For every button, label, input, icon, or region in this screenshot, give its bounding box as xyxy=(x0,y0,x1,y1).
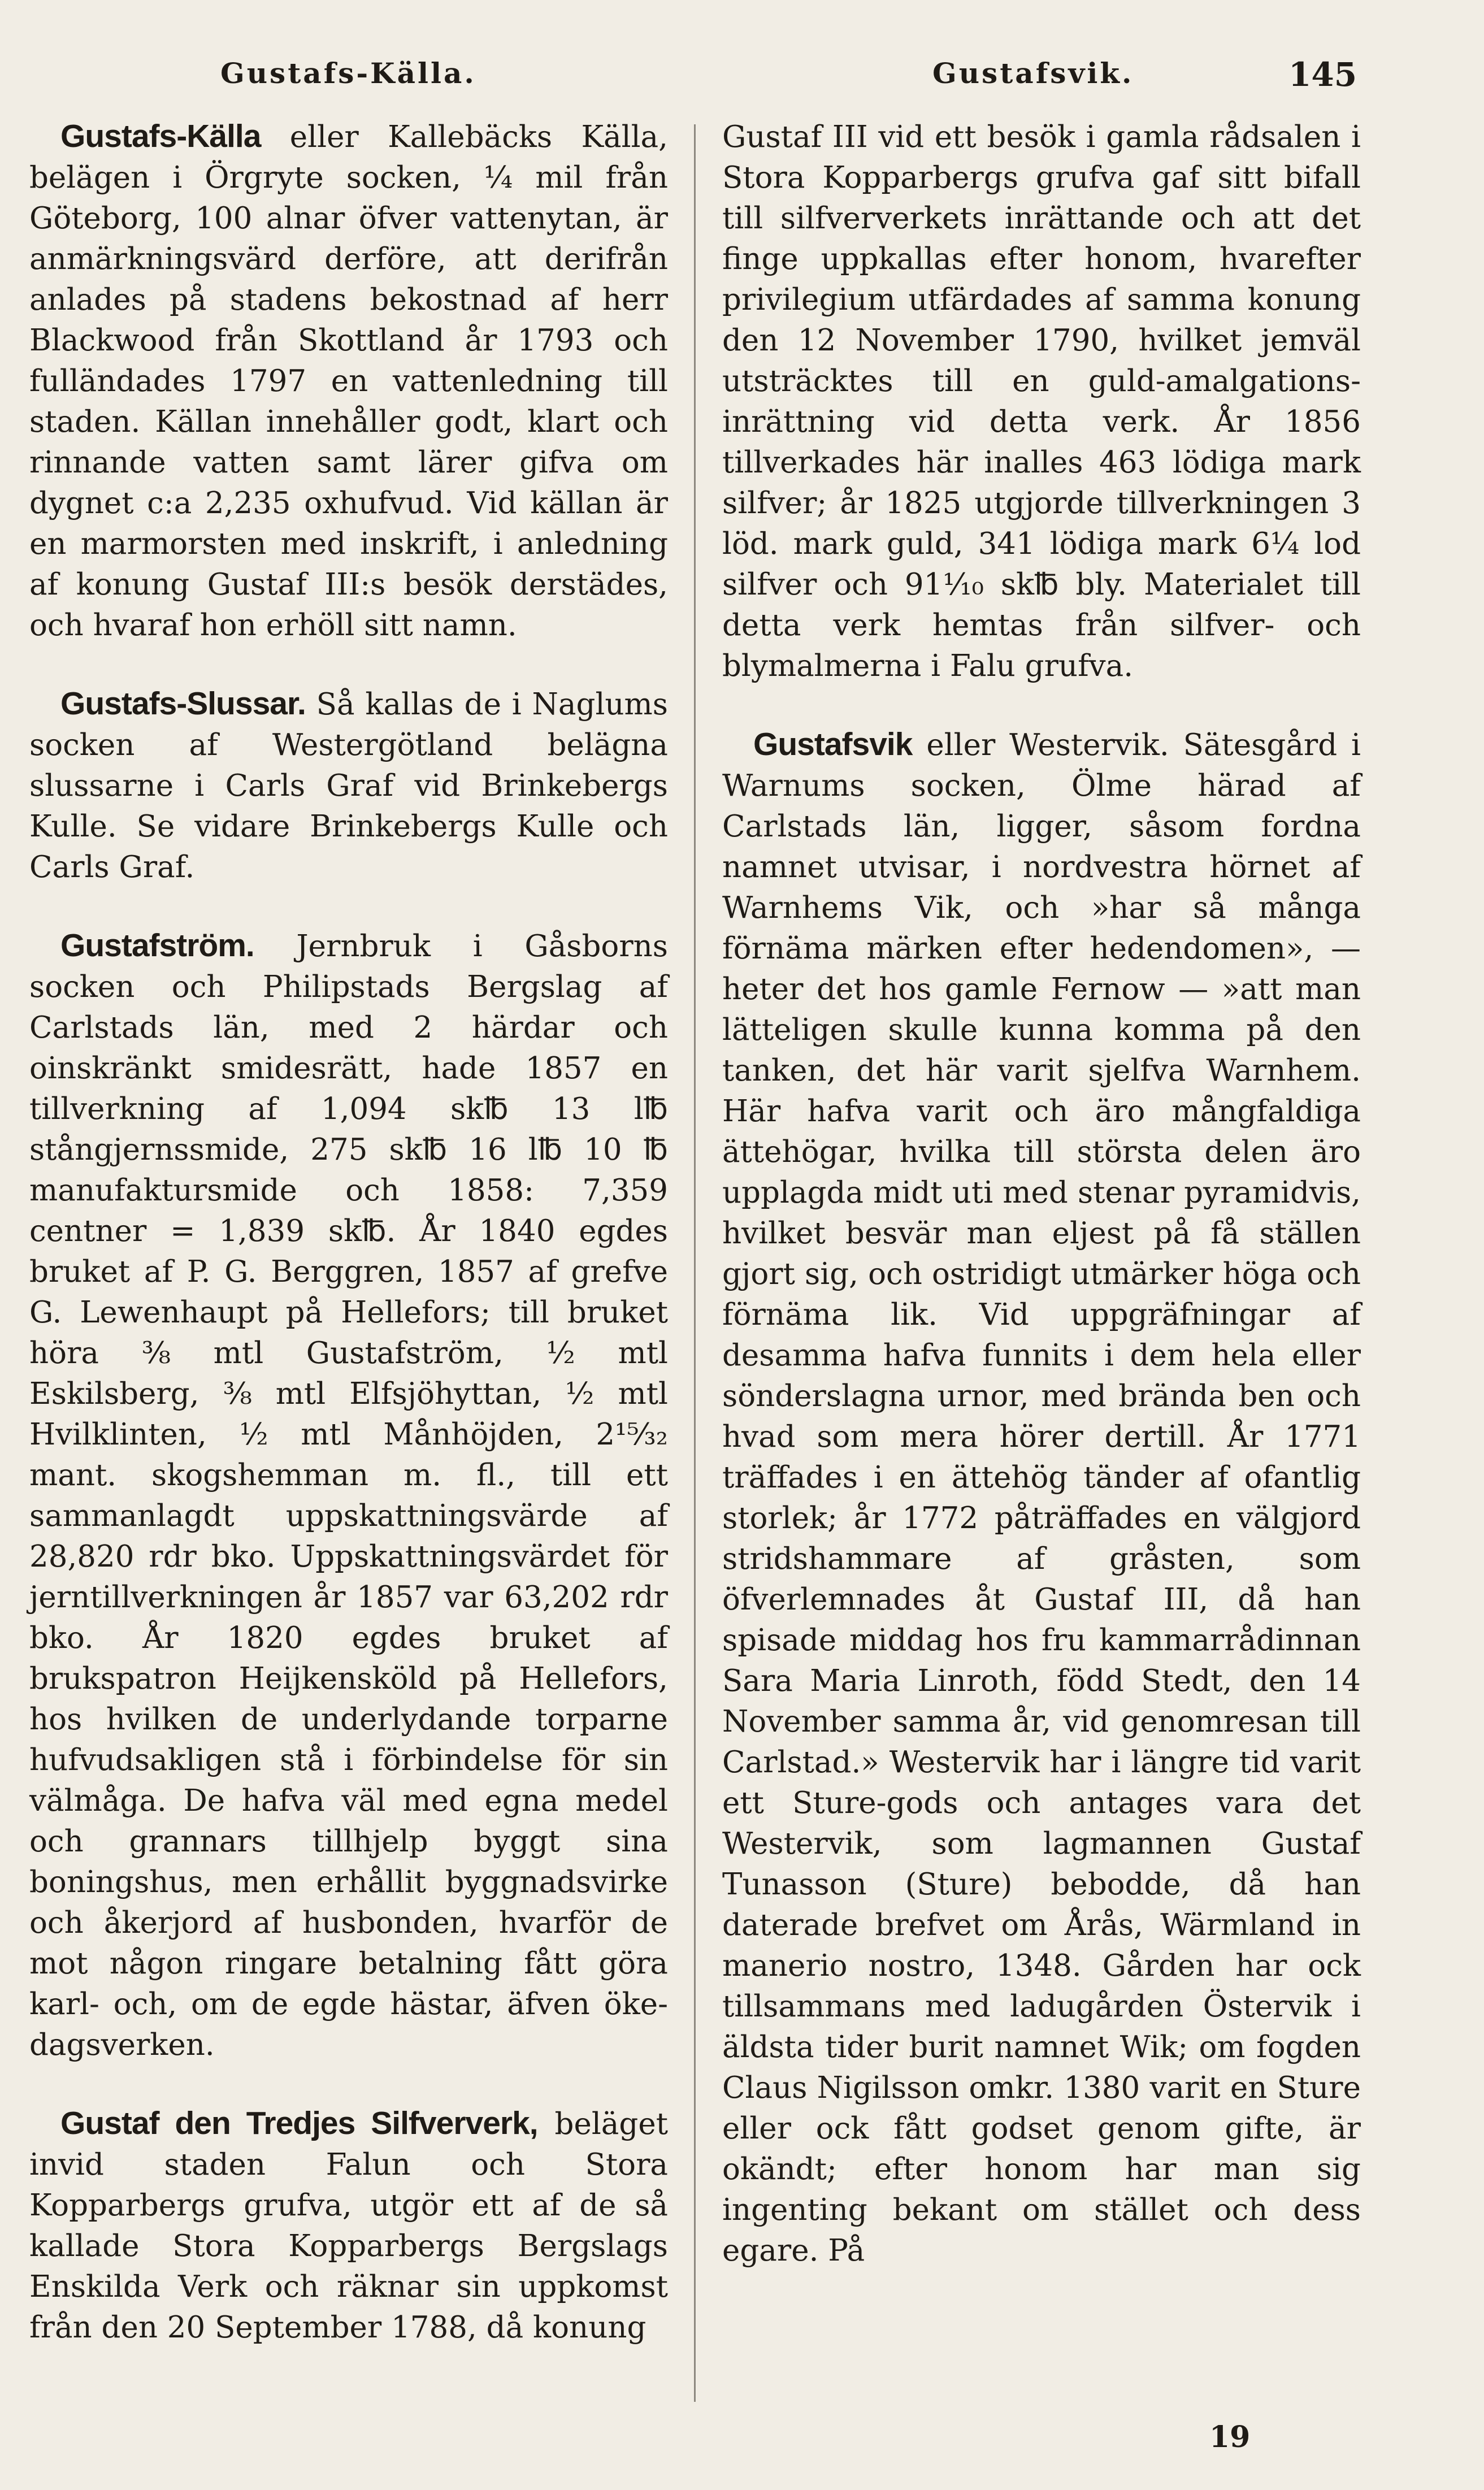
headword: Gustaf den Tredjes Silfververk, xyxy=(60,2105,538,2141)
entry-text: eller Kallebäcks Källa, belägen i Örgryte socken, ¼ mil från Göteborg, 100 alnar öfver vattenytan, är anmärkningsvärd derföre, att derifrån anlades på stadens bekostnad af herr Blackwood från Skottland år 1793 och fulländades 1797 en vattenledning till staden. Källan innehåller godt, klart och rinnande vatten samt lärer gifva om dygnet c:a 2,235 oxhufvud. Vid källan är en marmorsten med inskrift, i anledning af konung Gustaf III:s besök derstädes, och hvaraf hon erhöll sitt namn. xyxy=(29,120,668,643)
entry-text: Gustaf III vid ett besök i gamla rådsalen i Stora Kopparbergs grufva gaf sitt bifall till silfververkets inrättande och att det finge uppkallas efter honom, hvarefter privilegium utfärdades af samma konung den 12 November 1790, hvilket jemväl utsträcktes till en guld-amalgations-inrättning vid detta verk. År 1856 tillverkades här inalles 463 lödiga mark silfver; år 1825 utgjorde tillverkningen 3 löd. mark guld, 341 lödiga mark 6¼ lod silfver och 91¹⁄₁₀ sk℔ bly. Materialet till detta verk hemtas från silfver- och blymalmerna i Falu grufva. xyxy=(722,120,1361,683)
entry-text: Jernbruk i Gåsborns socken och Philipstads Bergslag af Carlstads län, med 2 härdar och oinskränkt smidesrätt, hade 1857 en tillverkning af 1,094 sk℔ 13 l℔ stångjernssmide, 275 sk℔ 16 l℔ 10 ℔ manufaktursmide och 1858: 7,359 centner = 1,839 sk℔. År 1840 egdes bruket af P. G. Berggren, 1857 af grefve G. Lewenhaupt på Hellefors; till bruket höra ⅜ mtl Gustafström, ½ mtl Eskilsberg, ⅜ mtl Elfsjöhyttan, ½ mtl Hvilklinten, ½ mtl Månhöjden, 2¹⁵⁄₃₂ mant. skogshemman m. fl., till ett sammanlagdt uppskattningsvärde af 28,820 rdr bko. Uppskattningsvärdet för jerntillverkningen år 1857 var 63,202 rdr bko. År 1820 egdes bruket af brukspatron Heijkensköld på Hellefors, hos hvilken de underlydande torparne hufvudsakligen stå i förbindelse för sin välmåga. De hafva väl med egna medel och grannars tillhjelp byggt sina boningshus, men erhållit byggnadsvirke och åkerjord af husbonden, hvarför de mot någon ringare betalning fått göra karl- och, om de egde hästar, äfven öke-dagsverken. xyxy=(29,929,668,2062)
entry-text: eller Westervik. Sätesgård i Warnums socken, Ölme härad af Carlstads län, ligger, såsom fordna namnet utvisar, i nordvestra hörnet af Warnhems Vik, och »har så många förnäma märken efter hedendomen», — heter det hos gamle Fernow — »att man lätteligen skulle kunna komma på den tanken, det här varit sjelfva Warnhem. Här hafva varit och äro mångfaldiga ättehögar, hvilka till största delen äro upplagda midt uti med stenar pyramidvis, hvilket besvär man eljest på få ställen gjort sig, och ostridigt utmärker höga och förnäma lik. Vid uppgräfningar af desamma hafva funnits i dem hela eller sönderslagna urnor, med brända ben och hvad som mera hörer dertill. År 1771 träffades i en ättehög tänder af ofantlig storlek; år 1772 påträffades en välgjord stridshammare af gråsten, som öfverlemnades åt Gustaf III, då han spisade middag hos fru kammarrådinnan Sara Maria Linroth, född Stedt, den 14 November samma år, vid genomresan till Carlstad.» Westervik har i längre tid varit ett Sture-gods och antages vara det Westervik, som lagmannen Gustaf Tunasson (Sture) bebodde, då han daterade brefvet om Årås, Wärmland in manerio nostro, 1348. Gården har ock tillsammans med ladugården Östervik i äldsta tider burit namnet Wik; om fogden Claus Nigilsson omkr. 1380 varit en Sture eller ock fått godset genom gifte, är okändt; efter honom har man sig ingenting bekant om stället och dess egare. På xyxy=(722,728,1361,2268)
right-column xyxy=(722,116,1361,2309)
entry-gustafsvik xyxy=(722,724,1361,2271)
running-head-left: Gustafs-Källa. xyxy=(220,57,476,90)
entry-gustafstrom xyxy=(29,925,668,2066)
headword: Gustafs-Slussar. xyxy=(60,686,306,722)
entry-text: beläget invid staden Falun och Stora Kopparbergs grufva, utgör ett af de så kallade Stora Kopparbergs Bergslags Enskilda Verk och räknar sin uppkomst från den 20 September 1788, då konung xyxy=(29,2107,668,2345)
headword: Gustafs-Källa xyxy=(60,118,261,154)
entry-text: Så kallas de i Naglums socken af Westergötland belägna slussarne i Carls Graf vid Brinkebergs Kulle. Se vidare Brinkebergs Kulle och Carls Graf. xyxy=(29,687,668,884)
headword: Gustafsvik xyxy=(753,726,913,762)
entry-gustafs-slussar xyxy=(29,683,668,888)
entry-silfververk xyxy=(29,2103,668,2348)
running-head-right: Gustafsvik. xyxy=(932,57,1134,90)
signature-mark: 19 xyxy=(1209,2420,1251,2454)
entry-silfververk-continued xyxy=(722,116,1361,687)
headword: Gustafström. xyxy=(60,927,254,964)
left-column xyxy=(29,116,668,2385)
page-number: 145 xyxy=(1288,55,1357,94)
entry-gustafs-kalla xyxy=(29,116,668,646)
column-divider xyxy=(694,124,696,2402)
